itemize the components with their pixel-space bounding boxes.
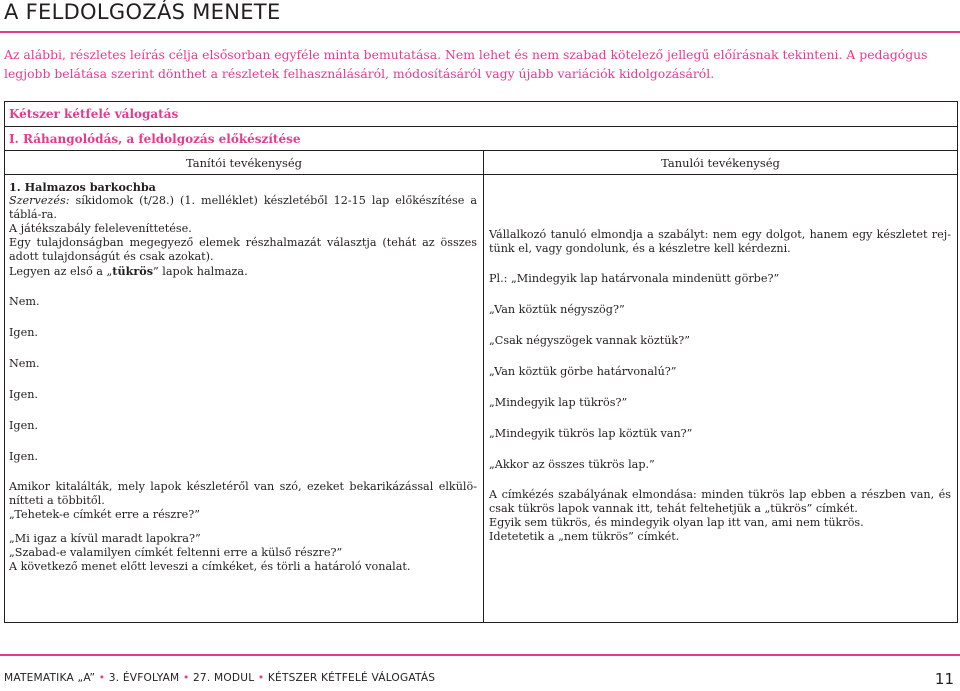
question-3: „Szabad-e valamilyen címkét feltenni erre a külső részre?”: [9, 546, 343, 559]
after-line: Amikor kitalálták, mely lapok készletéről van szó, ezeket bekarikázással elkülö-nítteti a többitől.: [9, 480, 477, 507]
answer: Nem.: [9, 357, 40, 370]
student-question: „Van köztük négyszög?”: [489, 303, 625, 316]
footer-grade: 3. ÉVFOLYAM: [108, 672, 180, 684]
volunteer-line: Vállalkozó tanuló elmondja a szabályt: nem egy dolgot, hanem egy készletet rej-tünk el, vagy gondolunk, és a készletre kell kérdezni.: [489, 228, 951, 255]
student-question: „Akkor az összes tükrös lap.”: [489, 458, 655, 471]
student-question: „Mindegyik tükrös lap köztük van?”: [489, 427, 693, 440]
student-question: „Mindegyik lap tükrös?”: [489, 396, 628, 409]
outside-line: Egyik sem tükrös, és mindegyik olyan lap itt van, ami nem tükrös.: [489, 516, 864, 529]
not-label-line: Idetetetik a „nem tükrös” címkét.: [489, 530, 680, 543]
organisation-text: síkidomok (t/28.) (1. melléklet) készletéből 12-15 lap előkészítése a táblá-ra.: [9, 194, 477, 221]
rule-line: A játékszabály feleleveníttetése.: [9, 222, 192, 235]
answer: Nem.: [9, 295, 40, 308]
footer-topic: KÉTSZER KÉTFELÉ VÁLOGATÁS: [267, 672, 436, 684]
activity-heading: 1. Halmazos barkochba: [9, 180, 156, 194]
footer-module: 27. MODUL: [192, 672, 255, 684]
teacher-activity-cell: [9, 180, 477, 574]
footer-rule: [0, 654, 960, 656]
question-2: „Mi igaz a kívül maradt lapokra?”: [9, 532, 201, 545]
first-set-bold: tükrös: [112, 264, 154, 278]
student-column-header: Tanulói tevékenység: [661, 156, 780, 170]
table-divider: [5, 174, 957, 175]
column-divider: [483, 151, 484, 622]
first-set-pre: Legyen az első a „: [9, 265, 113, 278]
intro-text: Az alábbi, részletes leírás célja elsősorban egyféle minta bemutatása. Nem lehet és nem szabad kötelező jellegű előírásnak tekinteni. A pedagógus legjobb belátása szerint dönthet a részletek felhasználásáról, módosításáról vagy újabb variációk kidolgozásáról.: [4, 47, 928, 81]
question-1: „Tehetek-e címkét erre a részre?”: [9, 508, 201, 521]
organisation-label: Szervezés:: [9, 194, 70, 207]
last-line: A következő menet előtt leveszi a címkéket, és törli a határoló vonalat.: [9, 560, 411, 573]
footer: [4, 672, 435, 684]
choose-line: Egy tulajdonságban megegyező elemek részhalmazát választja (tehát az összes adott tulajdonságút és csak azokat).: [9, 236, 477, 263]
student-question: „Csak négyszögek vannak köztük?”: [489, 334, 690, 347]
teacher-column-header: Tanítói tevékenység: [185, 156, 303, 170]
title-rule: [0, 31, 960, 33]
student-question: Pl.: „Mindegyik lap határvonala mindenütt görbe?”: [489, 272, 780, 285]
first-set-line: [9, 264, 477, 279]
label-rule-line: A címkézés szabályának elmondása: minden tükrös lap ebben a részben van, és csak tükrös lapok vannak itt, tehát feltehetjük a „tükrös” címkét.: [489, 488, 951, 515]
answer: Igen.: [9, 450, 38, 463]
bullet-icon: •: [98, 672, 106, 684]
activity-table: [4, 101, 958, 623]
bullet-icon: •: [257, 672, 265, 684]
section-title: I. Ráhangolódás, a feldolgozás előkészítése: [9, 132, 301, 146]
page-title: A FELDOLGOZÁS MENETE: [4, 0, 281, 24]
page-number: 11: [934, 670, 954, 688]
answer: Igen.: [9, 326, 38, 339]
student-question: „Van köztük görbe határvonalú?”: [489, 365, 677, 378]
answer: Igen.: [9, 388, 38, 401]
first-set-post: ” lapok halmaza.: [153, 265, 248, 278]
student-activity-cell: [489, 228, 951, 544]
organisation-line: [9, 194, 477, 222]
answer: Igen.: [9, 419, 38, 432]
footer-subject: MATEMATIKA „A”: [4, 672, 96, 684]
table-title: Kétszer kétfelé válogatás: [9, 107, 179, 121]
bullet-icon: •: [182, 672, 190, 684]
